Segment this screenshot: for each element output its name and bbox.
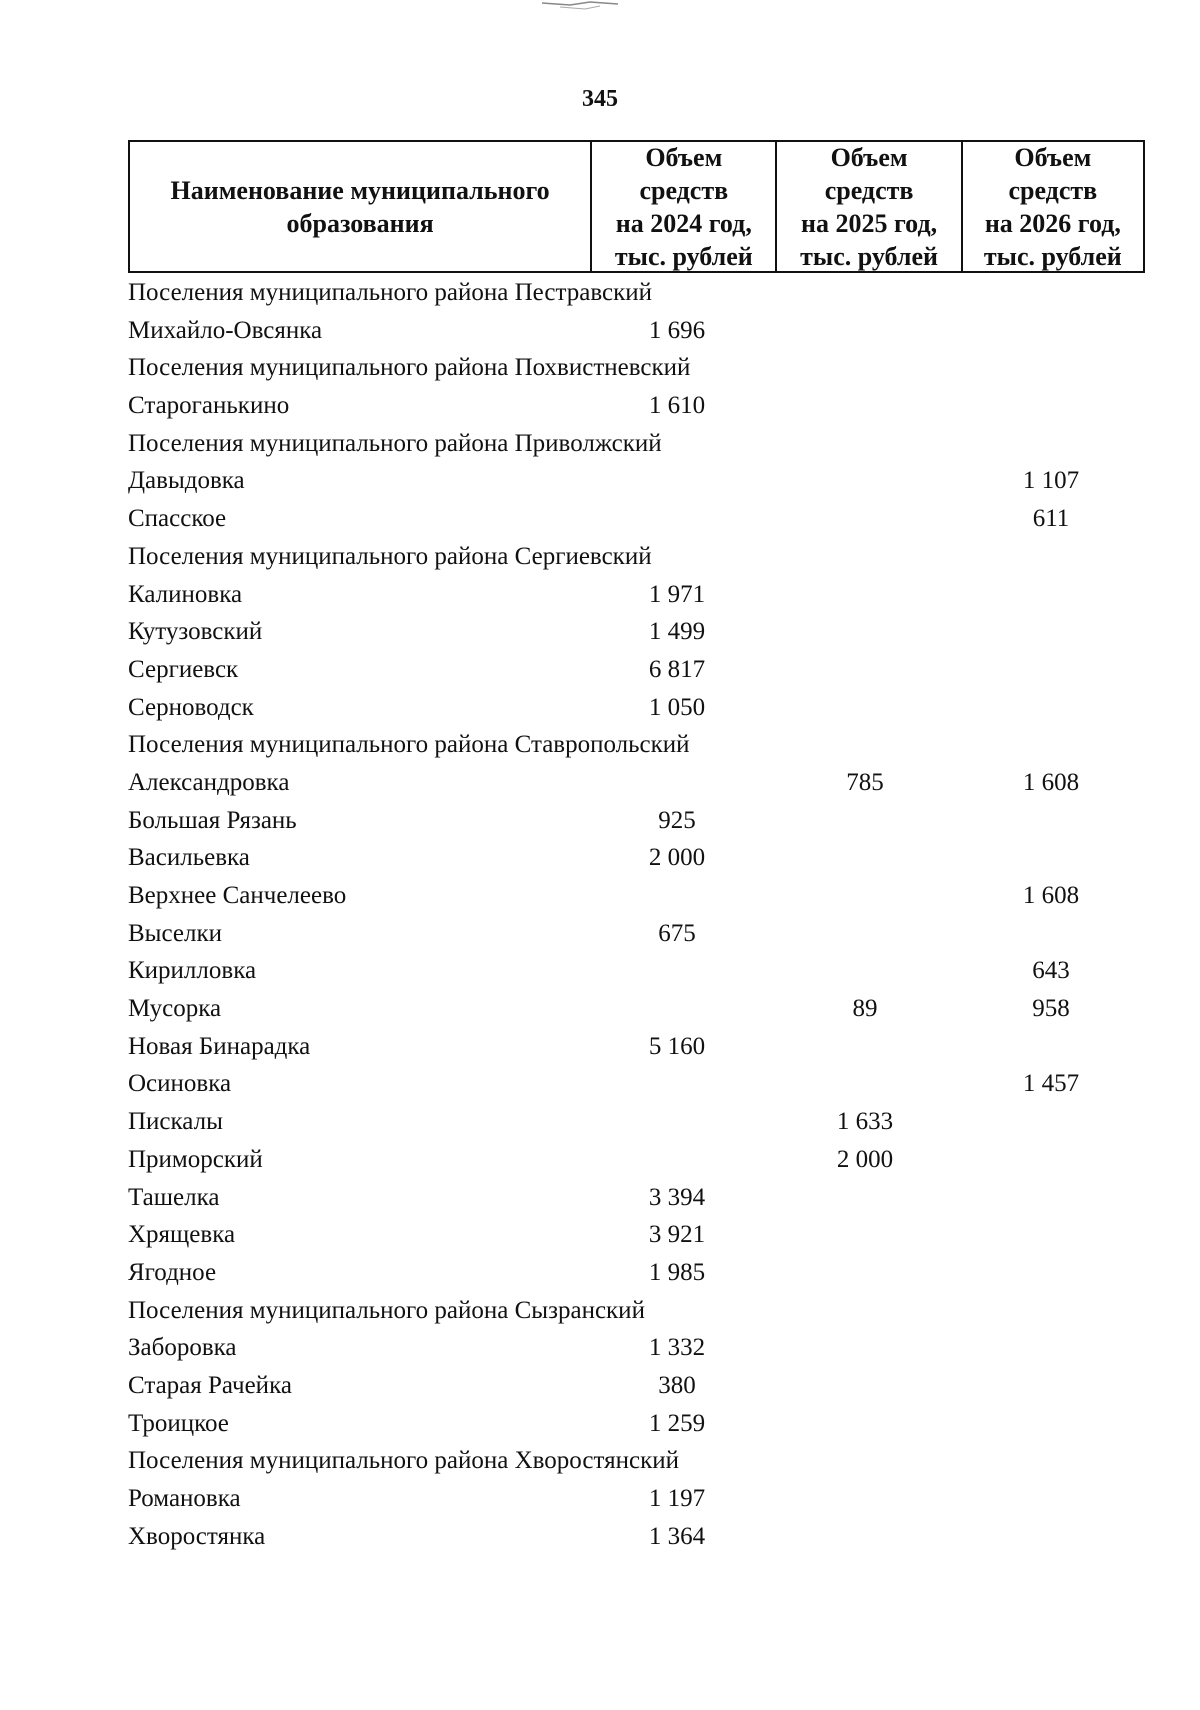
row-label: Старая Рачейка: [128, 1371, 292, 1399]
table-row: [0, 1292, 1200, 1330]
table-row: [0, 425, 1200, 463]
table-row: [0, 1367, 1200, 1405]
header-volume-2024: Объем средств на 2024 год, тыс. рублей: [590, 142, 775, 271]
row-label: Ягодное: [128, 1258, 217, 1286]
row-label: Сергиевск: [128, 655, 239, 683]
row-label: Пискалы: [128, 1108, 223, 1136]
table-row: [0, 1329, 1200, 1367]
table-row: [0, 651, 1200, 689]
row-label: Кирилловка: [128, 957, 257, 985]
value-2025: 2 000: [836, 1145, 894, 1173]
value-2024: 3 394: [648, 1183, 706, 1211]
row-label: Мусорка: [128, 995, 222, 1023]
row-label: Ташелка: [128, 1183, 220, 1211]
value-2025: 1 633: [836, 1108, 894, 1136]
row-label: Хворостянка: [128, 1522, 266, 1550]
table-row: [0, 990, 1200, 1028]
value-2024: 1 696: [648, 316, 706, 344]
value-2024: 1 050: [648, 693, 706, 721]
row-label: Поселения муниципального района Приволжский: [128, 429, 662, 457]
table-header: [128, 140, 1145, 273]
value-2024: 925: [658, 806, 696, 834]
value-2024: 1 259: [648, 1409, 706, 1437]
table-row: [0, 274, 1200, 312]
value-2024: 1 971: [648, 580, 706, 608]
row-label: Поселения муниципального района Пестравский: [128, 279, 652, 306]
row-label: Выселки: [128, 919, 222, 947]
table-row: [0, 1179, 1200, 1217]
value-2025: 785: [846, 768, 884, 796]
row-label: Васильевка: [128, 844, 250, 872]
row-label: Давыдовка: [128, 467, 245, 495]
header-volume-2025: Объем средств на 2025 год, тыс. рублей: [775, 142, 960, 271]
row-label: Спасское: [128, 505, 227, 533]
value-2024: 1 197: [648, 1485, 706, 1512]
table-row: [0, 349, 1200, 387]
value-2024: 2 000: [648, 844, 706, 872]
row-label: Осиновка: [128, 1070, 232, 1098]
table-row: [0, 764, 1200, 802]
table-row: [0, 877, 1200, 915]
table-body: [0, 274, 1200, 1555]
value-2024: 1 985: [648, 1258, 706, 1286]
table-row: [0, 500, 1200, 538]
row-label: Заборовка: [128, 1334, 237, 1362]
header-municipality-name: Наименование муниципального образования: [170, 175, 550, 238]
row-label: Староганькино: [128, 392, 290, 420]
table-row: [0, 1254, 1200, 1292]
row-label: Поселения муниципального района Сызранский: [128, 1296, 645, 1324]
table-row: [0, 802, 1200, 840]
row-label: Поселения муниципального района Ставропольский: [128, 731, 690, 759]
row-label: Кутузовский: [128, 618, 263, 646]
row-label: Новая Бинарадка: [128, 1032, 311, 1060]
table-row: [0, 1518, 1200, 1556]
row-label: Калиновка: [128, 580, 243, 608]
row-label: Большая Рязань: [128, 806, 297, 834]
table-row: [0, 1216, 1200, 1254]
table-row: [0, 312, 1200, 350]
table-row: [0, 613, 1200, 651]
table-row: [0, 1103, 1200, 1141]
value-2026: 1 608: [1022, 768, 1080, 796]
table-row: [0, 839, 1200, 877]
row-label: Михайло-Овсянка: [128, 316, 323, 344]
value-2026: 1 457: [1022, 1070, 1080, 1098]
table-row: [0, 1480, 1200, 1518]
row-label: Поселения муниципального района Хворостянский: [128, 1447, 680, 1475]
row-label: Верхнее Санчелеево: [128, 882, 347, 909]
value-2026: 1 608: [1022, 882, 1080, 909]
table-row: [0, 1028, 1200, 1066]
table-row: [0, 915, 1200, 953]
value-2026: 643: [1032, 957, 1070, 985]
table-row: [0, 1141, 1200, 1179]
table-row: [0, 462, 1200, 500]
row-label: Приморский: [128, 1145, 263, 1173]
page-number: 345: [582, 86, 618, 112]
row-label: Поселения муниципального района Похвистневский: [128, 354, 691, 382]
value-2024: 5 160: [648, 1032, 706, 1060]
table-row: [0, 387, 1200, 425]
table-row: [0, 1065, 1200, 1103]
value-2026: 611: [1032, 505, 1070, 533]
value-2025: 89: [852, 995, 878, 1023]
row-label: Романовка: [128, 1485, 241, 1512]
scan-artifact: [540, 0, 620, 14]
value-2024: 380: [658, 1371, 696, 1399]
value-2024: 1 332: [648, 1334, 706, 1362]
value-2024: 1 499: [648, 618, 706, 646]
row-label: Александровка: [128, 768, 290, 796]
table-row: [0, 1442, 1200, 1480]
value-2026: 958: [1032, 995, 1070, 1023]
row-label: Серноводск: [128, 693, 254, 721]
value-2026: 1 107: [1022, 467, 1080, 495]
table-row: [0, 538, 1200, 576]
value-2024: 1 610: [648, 392, 706, 420]
table-row: [0, 952, 1200, 990]
row-label: Хрящевка: [128, 1221, 236, 1249]
table-row: [0, 1405, 1200, 1443]
value-2024: 675: [658, 919, 696, 947]
table-row: [0, 726, 1200, 764]
value-2024: 3 921: [648, 1221, 706, 1249]
table-row: [0, 576, 1200, 614]
row-label: Поселения муниципального района Сергиевский: [128, 542, 652, 570]
value-2024: 1 364: [648, 1522, 706, 1550]
row-label: Троицкое: [128, 1409, 229, 1437]
value-2024: 6 817: [648, 655, 706, 683]
header-volume-2026: Объем средств на 2026 год, тыс. рублей: [961, 142, 1143, 271]
table-row: [0, 689, 1200, 727]
